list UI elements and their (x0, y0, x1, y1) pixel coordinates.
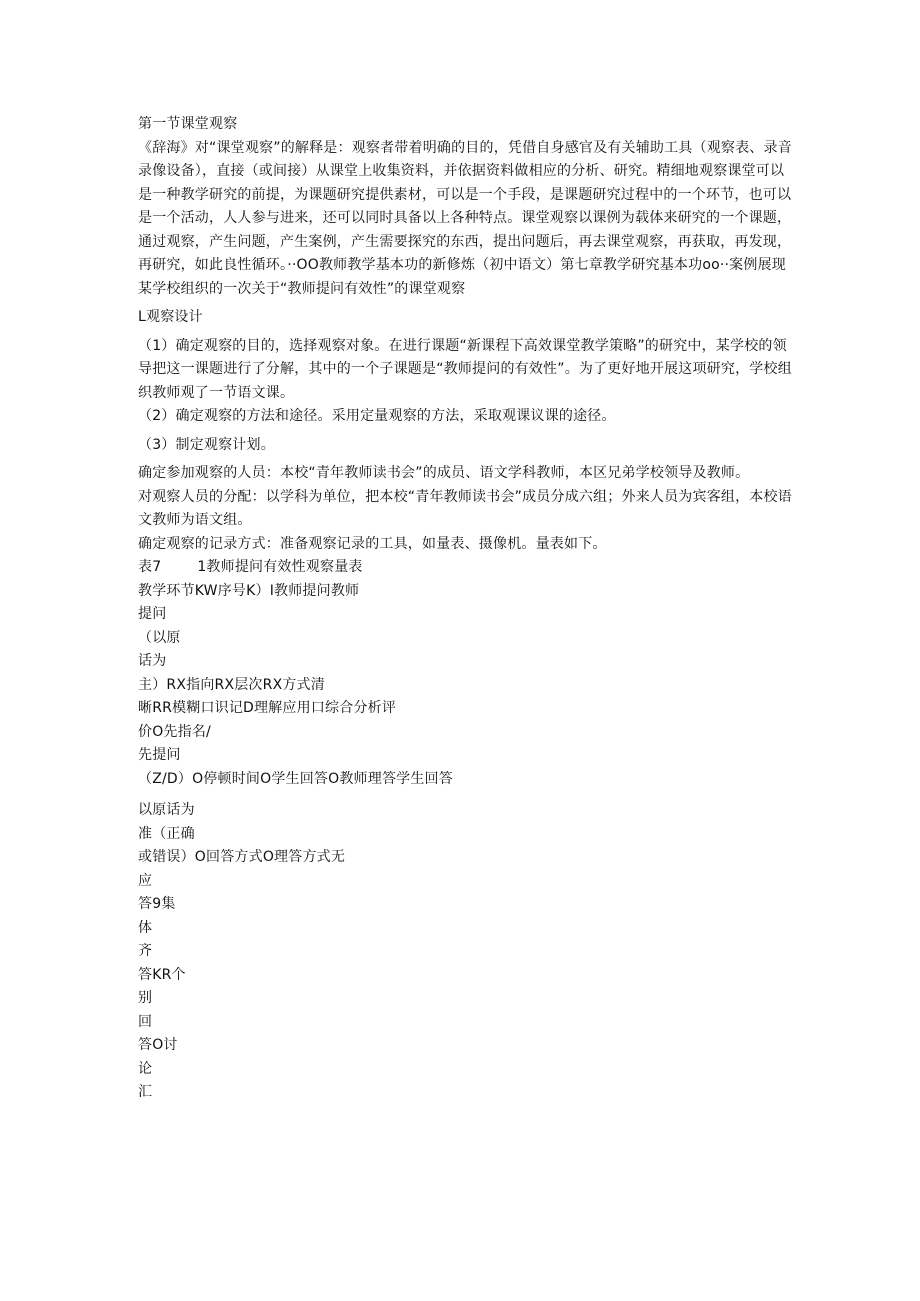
table-label-title: 1教师提问有效性观察量表 (197, 559, 363, 575)
table-fragment: 别 (138, 990, 153, 1006)
step-3-paragraph: （3）制定观察计划。 (138, 436, 275, 453)
design-heading: L观察设计 (138, 309, 203, 325)
table-fragment: 答9集 (138, 896, 176, 912)
table-fragment: （以原 (138, 629, 181, 646)
step-2-paragraph: （2）确定观察的方法和途径。采用定量观察的方法，采取观课议课的途径。 (138, 408, 616, 424)
table-fragment: 主）RX指向RX层次RX方式清 (138, 676, 325, 693)
table-caption (138, 556, 798, 580)
table-fragment: 体 (138, 919, 153, 936)
table-fragment: 应 (138, 872, 153, 889)
table-fragment: 答O讨 (138, 1037, 178, 1053)
table-label-number: 表7 (138, 559, 162, 575)
table-fragment: 或错误）O回答方式O理答方式无 (138, 849, 346, 865)
table-fragment: 回 (138, 1013, 153, 1030)
table-fragment: 答KR个 (138, 966, 186, 983)
intro-paragraph: 《辞海》对“课堂观察”的解释是：观察者带着明确的目的，凭借自身感官及有关辅助工具（观察表、录音录像设备），直接（或间接）从课堂上收集资料，并依据资料做相应的分析、研究。精细地观察课堂可以是一种教学研究的前提，为课题研究提供素材，可以是一个手段，是课题研究过程中的一个环节，也可以是一个活动，人人参与进来，还可以同时具备以上各种特点。课堂观察以课例为载体来研究的一个课题，通过观察，产生问题，产生案例，产生需要探究的东西，提出问题后，再去课堂观察，再获取，再发现，再研究，如此良性循环。··OO教师教学基本功的新修炼（初中语文）第七章教学研究基本功oo··案例展现某学校组织的一次关于“教师提问有效性”的课堂观察 (138, 139, 792, 297)
table-fragments-b (138, 799, 798, 1105)
table-fragment: （Z/D）O停顿时间O学生回答O教师理答学生回答 (138, 770, 453, 787)
table-fragment: 以原话为 (138, 802, 195, 818)
table-fragment: 提问 (138, 606, 167, 622)
table-fragment: 汇 (138, 1084, 153, 1100)
plan-record-paragraph: 确定观察的记录方式：准备观察记录的工具，如量表、摄像机。量表如下。 (138, 535, 607, 552)
table-fragment: 晰RR模糊口识记D理解应用口综合分析评 (138, 700, 397, 716)
table-fragment: 先提问 (138, 747, 181, 763)
plan-people-paragraph: 确定参加观察的人员：本校“青年教师读书会”的成员、语文学科教师，本区兄弟学校领导及教师。 (138, 465, 750, 481)
table-fragment: 教学环节KW序号K）I教师提问教师 (138, 582, 360, 599)
table-fragment: 价O先指名/ (138, 723, 211, 740)
section-title: 第一节课堂观察 (138, 116, 238, 132)
table-fragment: 论 (138, 1060, 153, 1077)
table-fragment: 话为 (138, 653, 167, 669)
table-fragment: 齐 (138, 943, 153, 959)
table-fragments-a (138, 580, 798, 792)
document-body (138, 113, 798, 1105)
step-1-paragraph: （1）确定观察的目的，选择观察对象。在进行课题“新课程下高效课堂教学策略”的研究中，某学校的领导把这一课题进行了分解，其中的一个子课题是“教师提问的有效性”。为了更好地开展这项研究，学校组织教师观了一节语文课。 (138, 337, 792, 401)
plan-assign-paragraph: 对观察人员的分配：以学科为单位，把本校“青年教师读书会”成员分成六组；外来人员为宾客组，本校语文教师为语文组。 (138, 488, 792, 528)
table-fragment: 准（正确 (138, 825, 195, 842)
